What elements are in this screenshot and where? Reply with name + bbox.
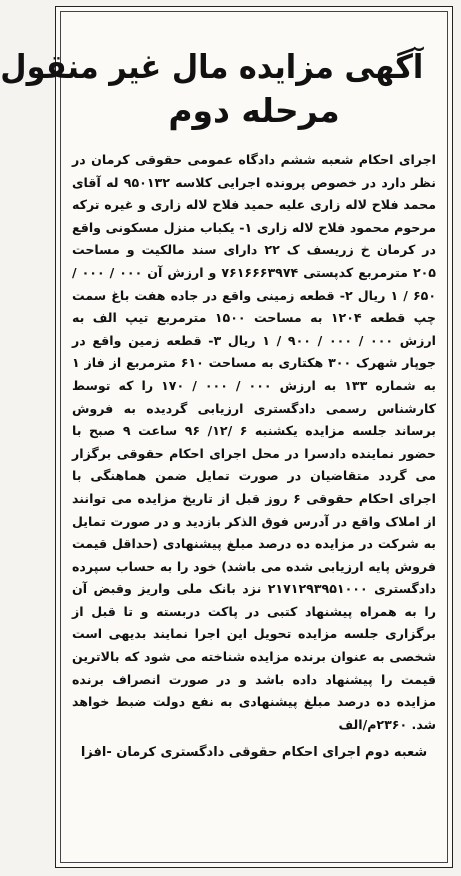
notice-title: آگهی مزایده مال غیر منقول: [0, 47, 424, 86]
notice-body: اجرای احکام شعبه ششم دادگاه عمومی حقوقی کرمان در نظر دارد در خصوص پرونده اجرایی کلاسه ۹۵۰۱۳۲ له آقای محمد فلاح لاله زاری علیه حمید فلاح لاله زاری و غیره ترکه مرحوم محمود فلاح لاله زاری ۱- یکباب منزل مسکونی واقع در کرمان خ زریسف ک ۲۲ دارای سند مالکیت و مساحت ۲۰۵ مترمربع کدپستی ۷۶۱۶۶۶۳۹۷۴ و ارزش آن ۰۰۰ / ۰۰۰ / ۶۵۰ / ۱ ریال ۲- قطعه زمینی واقع در جاده هفت باغ سمت چپ قطعه ۱۲۰۴ به مساحت ۱۵۰۰ مترمربع تیپ الف به ارزش ۰۰۰ / ۰۰۰ / ۹۰۰ / ۱ ریال ۳- قطعه زمین واقع در جوپار شهرک ۳۰۰ هکتاری به مساحت ۶۱۰ مترمربع از فاز ۱ به شماره ۱۳۳ به ارزش ۰۰۰ / ۰۰۰ / ۱۷۰ را که توسط کارشناس رسمی دادگستری ارزیابی گردیده به فروش برساند جلسه مزایده یکشنبه ۶ /۱۲/ ۹۶ ساعت ۹ صبح با حضور نماینده دادسرا در محل اجرای احکام حقوقی برگزار می گردد متقاضیان در صورت تمایل ضمن هماهنگی با اجرای احکام حقوقی ۶ روز قبل از تاریخ مزایده می توانند از املاک واقع در آدرس فوق الذکر بازدید و در صورت تمایل به شرکت در مزایده ده درصد مبلغ پیشنهادی (حداقل قیمت فروش پایه ارزیابی شده می باشد) خود را به حساب سپرده دادگستری ۲۱۷۱۲۹۳۹۵۱۰۰۰ نزد بانک ملی واریز وقبض آن را به همراه پیشنهاد کتبی در پاکت دربسته و تا قبل از برگزاری جلسه مزایده تحویل این اجرا نمایند بدیهی است شخصی به عنوان برنده مزایده شناخته می شود که بالاترین قیمت را پیشنهاد داده باشد و در صورت انصراف برنده مزایده ده درصد مبلغ پیشنهادی به نفع دولت ضبط خواهد شد. ۲۳۶۰م/الف: [72, 152, 437, 732]
auction-notice: [0, 6, 453, 868]
notice-footer: شعبه دوم اجرای احکام حقوقی دادگستری کرمان -افزا: [80, 745, 428, 761]
notice-subtitle: مرحله دوم: [168, 91, 340, 130]
